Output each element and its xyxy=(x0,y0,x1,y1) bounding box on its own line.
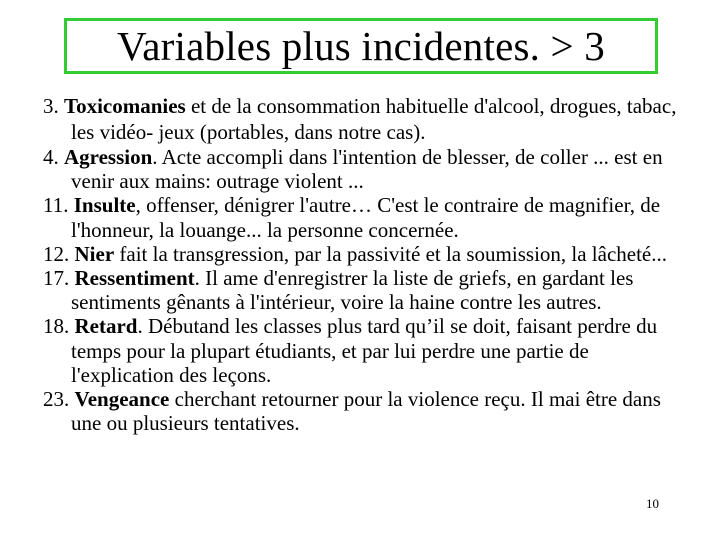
item-text: cherchant retourner pour la violence reçu. Il mai être dans une ou plusieurs tentatives. xyxy=(71,387,661,436)
item-text: fait la transgression, par la passivité et la soumission, la lâcheté... xyxy=(114,241,668,266)
title-box xyxy=(64,18,658,74)
list-item xyxy=(43,193,683,241)
item-term: Insulte xyxy=(73,193,136,218)
item-term: Agression xyxy=(64,145,153,169)
item-term: Nier xyxy=(74,241,115,266)
item-number: 12. xyxy=(43,241,70,266)
item-number: 23. xyxy=(43,387,70,412)
list-item xyxy=(43,387,683,435)
variables-list xyxy=(43,94,683,435)
list-item xyxy=(43,314,683,387)
list-item xyxy=(43,94,683,145)
item-term: Toxicomanies xyxy=(64,94,186,118)
item-term: Ressentiment xyxy=(74,266,195,291)
item-term: Retard xyxy=(74,314,138,339)
list-item xyxy=(43,242,683,266)
item-text: et de la consommation habituelle d'alcool, drogues, tabac, les vidéo- jeux (portables, dans notre cas). xyxy=(71,94,677,144)
item-term: Vengeance xyxy=(74,387,170,412)
item-number: 17. xyxy=(43,266,70,291)
item-number: 4. xyxy=(43,145,59,169)
slide-title: Variables plus incidentes. > 3 xyxy=(117,22,605,69)
item-text: . Acte accompli dans l'intention de blesser, de coller ... est en venir aux mains: outrage violent ... xyxy=(71,145,663,194)
item-text: , offenser, dénigrer l'autre… C'est le contraire de magnifier, de l'honneur, la louange... la personne concernée. xyxy=(71,193,661,242)
item-number: 11. xyxy=(43,193,69,218)
item-text: . Débutand les classes plus tard qu’il se doit, faisant perdre du temps pour la plupart étudiants, et par lui perdre une partie de l'explication des leçons. xyxy=(71,314,658,387)
list-item xyxy=(43,266,683,314)
item-number: 18. xyxy=(43,314,70,339)
page-number: 10 xyxy=(646,496,659,511)
list-item xyxy=(43,145,683,193)
item-number: 3. xyxy=(43,94,59,118)
item-text: . Il ame d'enregistrer la liste de griefs, en gardant les sentiments gênants à l'intérieur, voire la haine contre les autres. xyxy=(71,266,634,315)
